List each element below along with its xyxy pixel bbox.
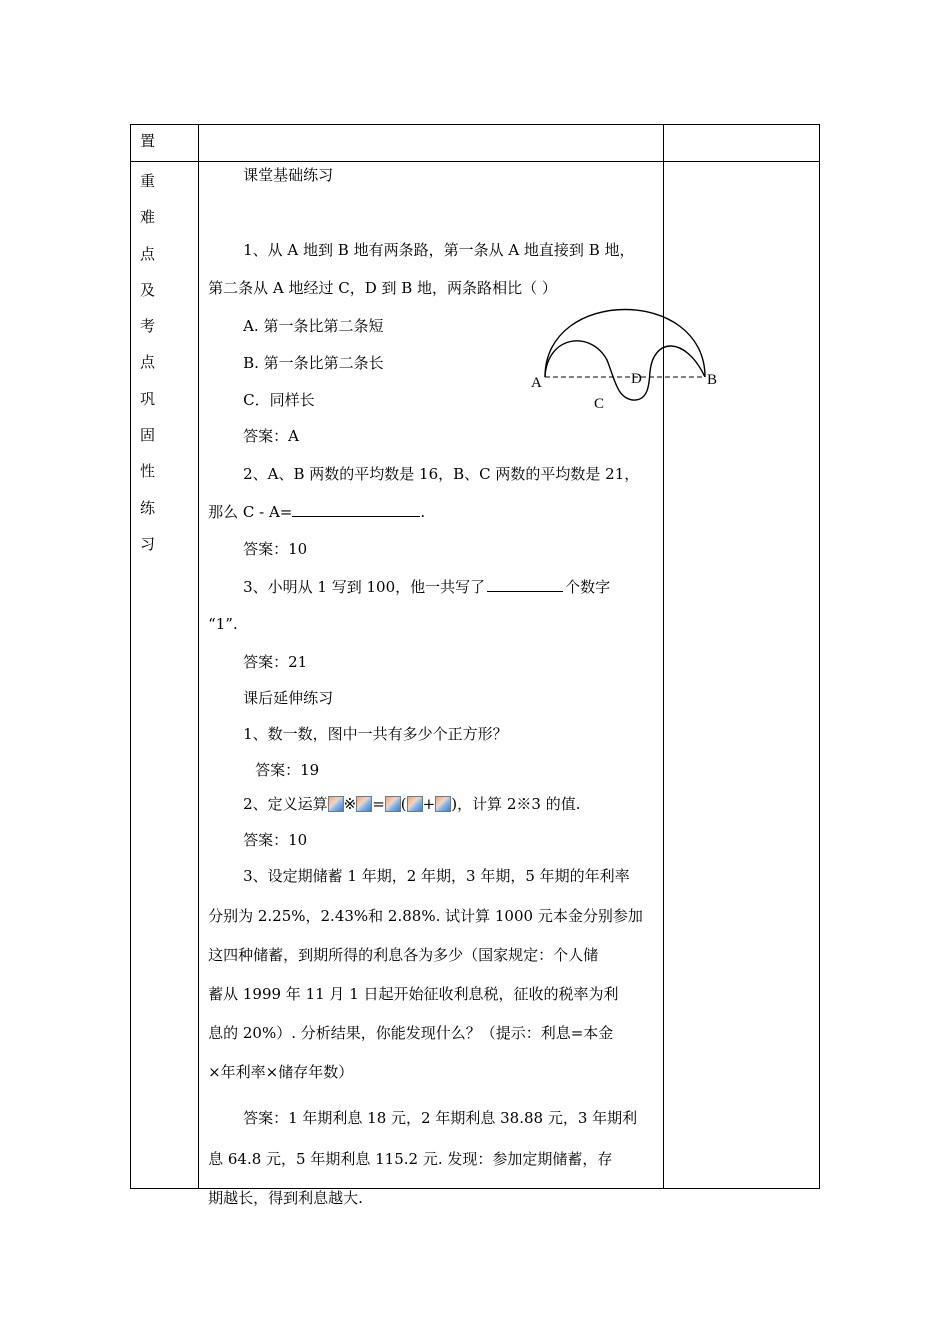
empty-cell	[199, 125, 664, 162]
side-label-char: 重	[140, 172, 156, 190]
side-label-char: 性	[140, 462, 156, 481]
e2-plus: +	[422, 795, 436, 813]
heading-extension: 课后延伸练习	[243, 689, 334, 707]
content-cell	[199, 162, 718, 1207]
e3-line2: 分别为 2.25%，2.43%和 2.88%. 试计算 1000 元本金分别参加	[208, 907, 643, 925]
q2-line2-text: 那么 C - A=	[208, 503, 293, 521]
label-cell	[131, 125, 199, 162]
side-label-char: 巩	[140, 389, 156, 408]
empty-cell	[663, 125, 819, 162]
broken-image-icon	[435, 796, 451, 812]
label-b: B	[707, 372, 718, 388]
e2-text: 2、定义运算	[243, 795, 328, 813]
label-a: A	[531, 375, 542, 391]
side-label-char: 点	[140, 244, 156, 263]
q2-line2	[208, 502, 425, 522]
q3-line1-text: 3、小明从 1 写到 100，他一共写了	[243, 578, 486, 596]
side-label-char: 固	[140, 426, 156, 445]
top-label: 置	[140, 132, 156, 150]
q1-line2: 第二条从 A 地经过 C，D 到 B 地，两条路相比（ ）	[208, 279, 557, 297]
side-label-char: 难	[140, 208, 156, 227]
e2-paren: (	[400, 795, 407, 813]
direct-route-arc	[545, 310, 705, 378]
q2-answer: 答案：10	[243, 540, 308, 558]
e3-line6: ×年利率×储存年数）	[208, 1063, 354, 1081]
broken-image-icon	[407, 796, 423, 812]
side-label-char: 及	[140, 280, 156, 299]
e2-equals: =	[372, 795, 385, 813]
label-c: C	[594, 396, 605, 412]
q2-line1: 2、A、B 两数的平均数是 16，B、C 两数的平均数是 21，	[243, 465, 640, 483]
e2-line	[243, 794, 580, 814]
vertical-label	[131, 162, 198, 571]
e3-line5: 息的 20%）. 分析结果，你能发现什么？（提示：利息=本金	[208, 1024, 614, 1042]
route-figure	[525, 280, 725, 412]
exercise-content	[199, 162, 718, 1207]
e3-answer-line2: 息 64.8 元，5 年期利息 115.2 元. 发现：参加定期储蓄，存	[208, 1150, 613, 1168]
answer-blank	[292, 502, 420, 517]
table-row	[131, 162, 820, 1189]
lesson-table	[130, 124, 820, 1207]
side-label-char: 考	[140, 317, 156, 336]
q3-answer: 答案：21	[243, 653, 308, 671]
q1-answer: 答案：A	[243, 427, 299, 445]
broken-image-icon	[328, 796, 344, 812]
e1-answer: 答案：19	[255, 761, 320, 779]
label-d: D	[631, 371, 642, 387]
q3-line2: “1”.	[208, 615, 238, 633]
e3-answer-line1: 答案：1 年期利息 18 元，2 年期利息 38.88 元，3 年期利	[243, 1109, 638, 1127]
q1-line1: 1、从 A 地到 B 地有两条路，第一条从 A 地直接到 B 地，	[243, 241, 635, 259]
q3-line1-end: 个数字	[565, 578, 611, 596]
q1-option-c: C．同样长	[243, 391, 315, 409]
e3-line1: 3、设定期储蓄 1 年期，2 年期，3 年期，5 年期的年利率	[243, 867, 630, 885]
answer-blank	[487, 577, 563, 592]
q2-line2-end: .	[420, 503, 426, 521]
q1-option-b: B. 第一条比第二条长	[243, 354, 384, 372]
side-label-char: 习	[140, 534, 156, 553]
broken-image-icon	[356, 796, 372, 812]
q1-option-a: A. 第一条比第二条短	[243, 317, 384, 335]
e3-line3: 这四种储蓄，到期所得的利息各为多少（国家规定：个人储	[208, 946, 599, 964]
table-row	[131, 125, 820, 162]
e2-operator: ※	[343, 795, 357, 813]
broken-image-icon	[385, 796, 401, 812]
e3-answer-line3: 期越长，得到利息越大.	[208, 1189, 363, 1207]
heading-basic: 课堂基础练习	[243, 166, 334, 184]
e2-answer: 答案：10	[243, 831, 308, 849]
side-label-char: 练	[140, 498, 156, 517]
e2-text-end: )，计算 2※3 的值.	[451, 795, 581, 813]
side-label-cell	[131, 162, 199, 1189]
e3-line4: 蓄从 1999 年 11 月 1 日起开始征收利息税，征收的税率为利	[208, 985, 619, 1003]
side-label-char: 点	[140, 353, 156, 372]
e1-line: 1、数一数，图中一共有多少个正方形？	[243, 725, 508, 743]
q3-line1	[243, 577, 610, 597]
